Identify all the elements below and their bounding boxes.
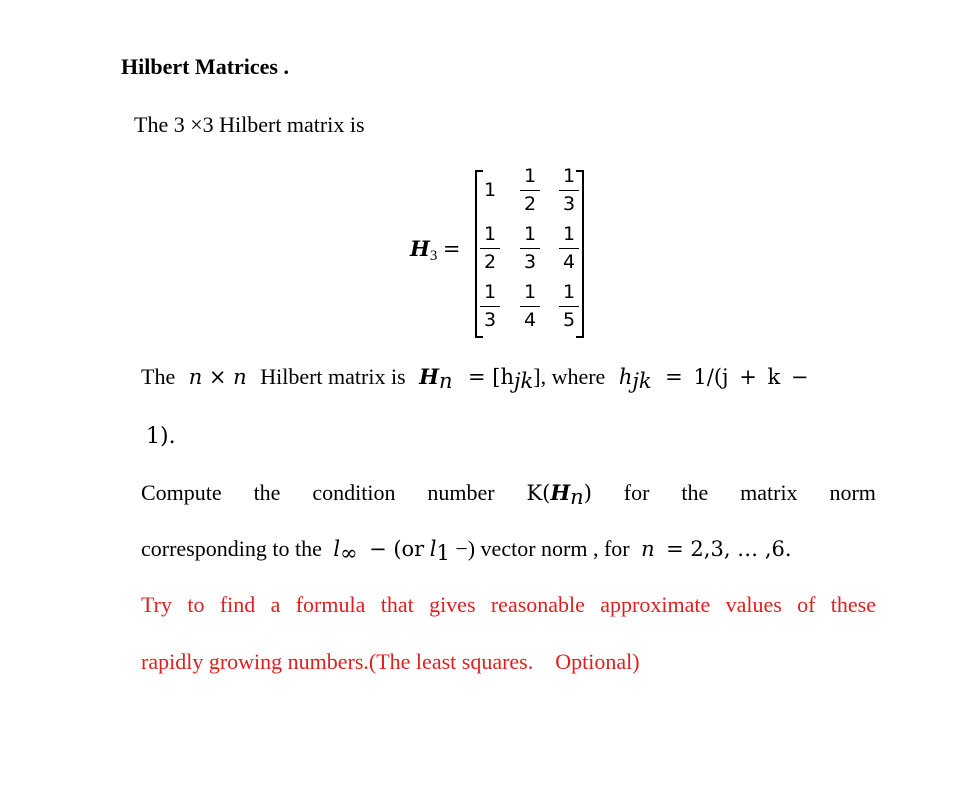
task-word: for bbox=[623, 480, 650, 505]
matrix-fraction bbox=[518, 165, 542, 216]
optional-word: gives bbox=[429, 592, 476, 617]
fraction-bar bbox=[520, 248, 540, 249]
fraction-numerator: 1 bbox=[562, 281, 576, 303]
matrix-equals: = bbox=[442, 237, 461, 261]
optional-word: that bbox=[380, 592, 414, 617]
optional-word: a bbox=[270, 592, 281, 617]
definition-nxn: n × n bbox=[188, 365, 247, 389]
definition-eq-bracket: = [h bbox=[468, 365, 514, 389]
definition-h: h bbox=[618, 365, 633, 389]
optional-word: approximate bbox=[600, 592, 711, 617]
optional-line-1 bbox=[141, 592, 876, 618]
fraction-denominator: 5 bbox=[562, 309, 576, 331]
task-word: number bbox=[427, 480, 495, 505]
definition-Hn: H bbox=[419, 364, 439, 389]
fraction-numerator: 1 bbox=[483, 223, 497, 245]
task-word: condition bbox=[312, 480, 396, 505]
task-line-2 bbox=[141, 536, 876, 565]
matrix-fraction bbox=[557, 281, 581, 332]
matrix-fraction bbox=[518, 223, 542, 274]
task-n-values: = 2,3, … ,6. bbox=[666, 537, 792, 561]
task-l1-sub: 1 bbox=[436, 541, 450, 565]
optional-line-2: rapidly growing numbers.(The least squares. Optional) bbox=[141, 649, 640, 674]
page-title: Hilbert Matrices . bbox=[121, 54, 289, 79]
fraction-denominator: 4 bbox=[562, 251, 576, 273]
fraction-denominator: 3 bbox=[483, 309, 497, 331]
fraction-bar bbox=[480, 248, 500, 249]
definition-hilbert-is: Hilbert matrix is bbox=[260, 364, 406, 389]
definition-jk-sub: jk bbox=[514, 369, 534, 393]
fraction-denominator: 2 bbox=[483, 251, 497, 273]
fraction-bar bbox=[520, 306, 540, 307]
task-l1: l bbox=[429, 537, 437, 561]
optional-word: of bbox=[797, 592, 816, 617]
matrix-label bbox=[410, 236, 460, 265]
task-n: n bbox=[641, 537, 655, 561]
optional-word: to bbox=[187, 592, 205, 617]
task-word: the bbox=[681, 480, 709, 505]
task-vector-norm: −) vector norm , for bbox=[455, 536, 630, 561]
task-word: matrix bbox=[740, 480, 798, 505]
definition-the: The bbox=[141, 364, 176, 389]
fraction-numerator: 1 bbox=[483, 281, 497, 303]
task-or: − (or bbox=[369, 537, 425, 561]
matrix-fraction bbox=[478, 281, 502, 332]
optional-word: these bbox=[830, 592, 876, 617]
fraction-denominator: 4 bbox=[523, 309, 537, 331]
fraction-numerator: 1 bbox=[523, 223, 537, 245]
matrix-fraction bbox=[557, 165, 581, 216]
optional-word: formula bbox=[295, 592, 366, 617]
matrix-entry-value: 1 bbox=[483, 179, 497, 201]
fraction-denominator: 3 bbox=[523, 251, 537, 273]
fraction-numerator: 1 bbox=[523, 165, 537, 187]
fraction-bar bbox=[559, 248, 579, 249]
task-word: norm bbox=[829, 480, 876, 505]
matrix-fraction bbox=[557, 223, 581, 274]
fraction-bar bbox=[520, 190, 540, 191]
definition-h-sub: jk bbox=[632, 369, 652, 393]
fraction-numerator: 1 bbox=[562, 165, 576, 187]
matrix-fraction bbox=[518, 281, 542, 332]
task-linf-sub: ∞ bbox=[340, 541, 358, 565]
matrix-fraction bbox=[478, 223, 502, 274]
fraction-numerator: 1 bbox=[562, 223, 576, 245]
fraction-bar bbox=[559, 306, 579, 307]
fraction-bar bbox=[559, 190, 579, 191]
task-word: the bbox=[253, 480, 281, 505]
fraction-numerator: 1 bbox=[523, 281, 537, 303]
optional-word: find bbox=[219, 592, 256, 617]
definition-line bbox=[141, 364, 861, 393]
intro-text: The 3 ×3 Hilbert matrix is bbox=[134, 112, 365, 137]
fraction-denominator: 2 bbox=[523, 193, 537, 215]
task-line-1 bbox=[141, 480, 876, 509]
task-condition-number: $K(H_n)$ bbox=[526, 480, 592, 509]
task-word: Compute bbox=[141, 480, 222, 505]
matrix-entry bbox=[478, 165, 502, 202]
definition-continuation: 1). bbox=[146, 424, 176, 449]
fraction-bar bbox=[480, 306, 500, 307]
task-linf: l bbox=[333, 537, 341, 561]
definition-where: ], where bbox=[533, 364, 606, 389]
optional-word: values bbox=[725, 592, 782, 617]
optional-word: reasonable bbox=[490, 592, 585, 617]
fraction-denominator: 3 bbox=[562, 193, 576, 215]
definition-formula: = 1/(j + k − bbox=[665, 365, 809, 389]
task-corresponding: corresponding to the bbox=[141, 536, 322, 561]
matrix-subscript: 3 bbox=[429, 248, 438, 264]
definition-Hn-sub: n bbox=[438, 369, 453, 393]
optional-word: Try bbox=[141, 592, 172, 617]
matrix-symbol: H bbox=[410, 236, 430, 261]
